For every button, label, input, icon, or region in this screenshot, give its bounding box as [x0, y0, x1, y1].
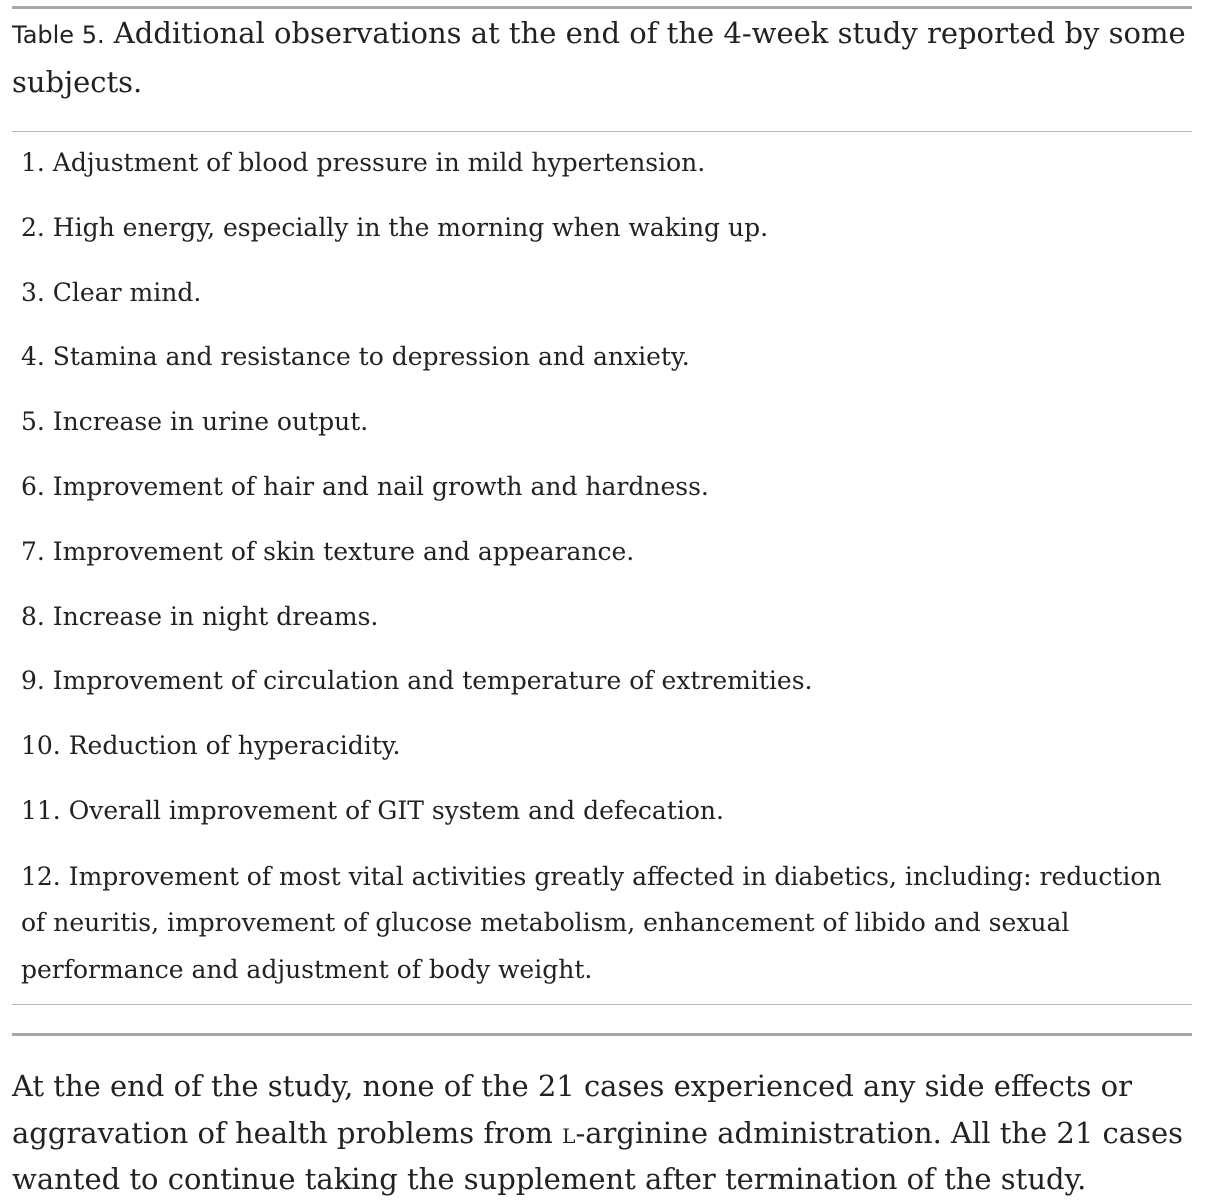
body-paragraph: [12, 1063, 1197, 1203]
paragraph-smallcap-l: l: [562, 1115, 576, 1150]
paragraph-text-start: At the end of the study, none of the 21 cases experienced any side effects or aggravation of health problems from: [12, 1069, 1132, 1150]
table-row: 7. Improvement of skin texture and appearance.: [21, 536, 635, 566]
table-row: 2. High energy, especially in the morning when waking up.: [21, 212, 769, 242]
table-label: Table 5.: [12, 21, 105, 49]
table-row: 11. Overall improvement of GIT system and defecation.: [21, 795, 724, 825]
table-header-rule: [12, 131, 1192, 132]
table-row: 8. Increase in night dreams.: [21, 601, 379, 631]
observations-list: [21, 141, 1186, 993]
table-row: 6. Improvement of hair and nail growth and hardness.: [21, 471, 709, 501]
table-caption: [12, 10, 1192, 106]
paragraph-text-end: -arginine administration. All the 21 cases wanted to continue taking the supplement after termination of the study.: [12, 1115, 1184, 1196]
table-row: 9. Improvement of circulation and temperature of extremities.: [21, 666, 813, 696]
table-bottom-rule: [12, 1004, 1192, 1005]
table-row: 1. Adjustment of blood pressure in mild hypertension.: [21, 148, 706, 177]
table-row: 10. Reduction of hyperacidity.: [21, 731, 401, 761]
table-row: 3. Clear mind.: [21, 277, 202, 307]
table-title: Additional observations at the end of the 4-week study reported by some subjects.: [12, 16, 1186, 99]
table-row: 4. Stamina and resistance to depression and anxiety.: [21, 342, 690, 372]
table-row: 12. Improvement of most vital activities greatly affected in diabetics, including: reduction of neuritis, improvement of glucose metabolism, enhancement of libido and sexual performance and adjustment of body weight.: [21, 861, 1162, 984]
table-end-rule: [12, 1033, 1192, 1036]
table-top-rule: [12, 6, 1192, 9]
table-row: 5. Increase in urine output.: [21, 407, 369, 437]
